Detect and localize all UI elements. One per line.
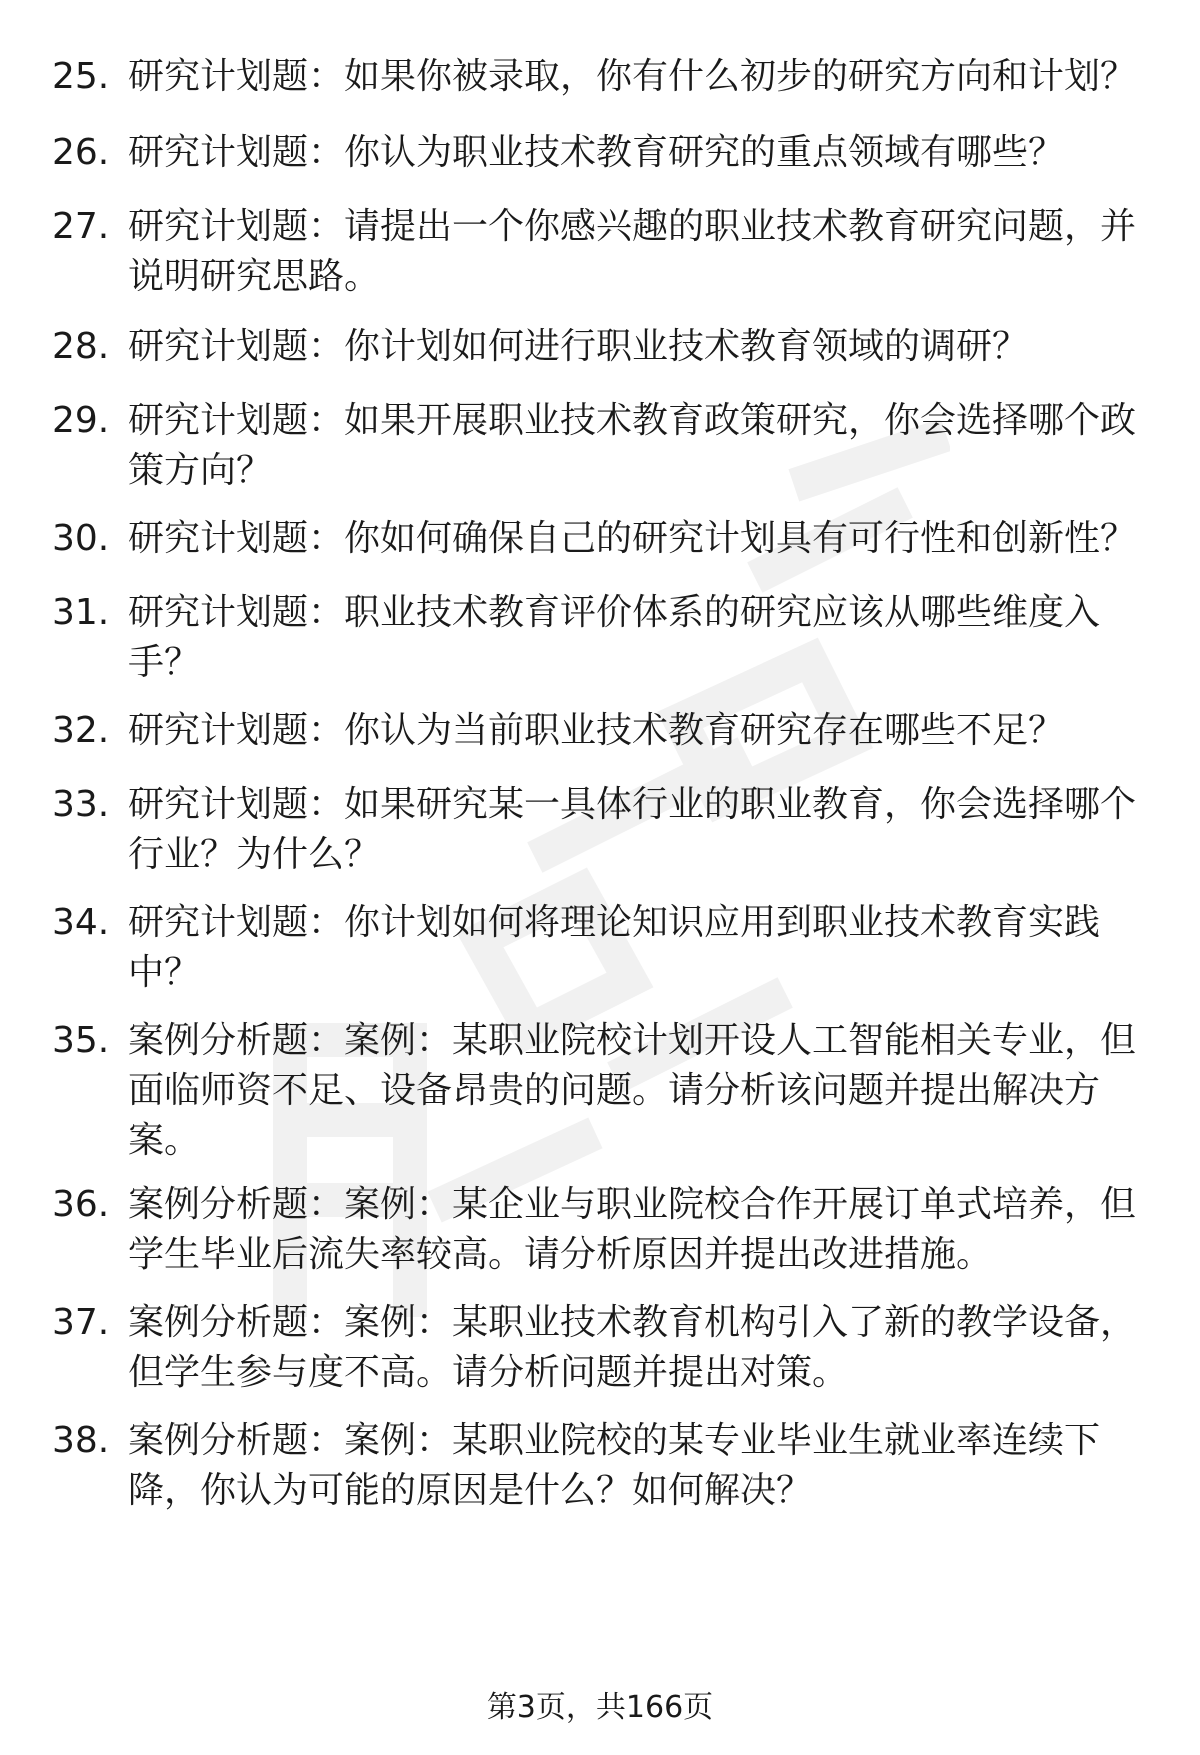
question-number: 27. (52, 206, 110, 247)
question-text: 研究计划题：如果开展职业技术教育政策研究，你会选择哪个政策方向？ (128, 400, 1137, 491)
question-text: 案例分析题：案例：某职业院校的某专业毕业生就业率连续下降，你认为可能的原因是什么？如何解决？ (128, 1420, 1101, 1511)
question-number: 29. (52, 400, 110, 441)
question-text: 案例分析题：案例：某职业技术教育机构引入了新的教学设备，但学生参与度不高。请分析问题并提出对策。 (128, 1302, 1137, 1393)
question-text: 研究计划题：你如何确保自己的研究计划具有可行性和创新性？ (128, 518, 1137, 559)
question-text: 研究计划题：如果你被录取，你有什么初步的研究方向和计划？ (128, 56, 1137, 97)
question-number: 34. (52, 902, 110, 943)
question-number: 32. (52, 710, 110, 751)
question-text: 研究计划题：你计划如何进行职业技术教育领域的调研？ (128, 326, 1029, 367)
question-text: 案例分析题：案例：某企业与职业院校合作开展订单式培养，但学生毕业后流失率较高。请分析原因并提出改进措施。 (128, 1184, 1137, 1275)
question-number: 36. (52, 1184, 110, 1225)
question-number: 26. (52, 132, 110, 173)
question-number: 28. (52, 326, 110, 367)
question-number: 25. (52, 56, 110, 97)
question-text: 研究计划题：职业技术教育评价体系的研究应该从哪些维度入手？ (128, 592, 1101, 683)
question-text: 研究计划题：请提出一个你感兴趣的职业技术教育研究问题，并说明研究思路。 (128, 206, 1137, 297)
question-text: 案例分析题：案例：某职业院校计划开设人工智能相关专业，但面临师资不足、设备昂贵的问题。请分析该问题并提出解决方案。 (128, 1020, 1137, 1161)
question-number: 38. (52, 1420, 110, 1461)
page-number-footer: 第3页，共166页 (486, 1690, 714, 1725)
question-text: 研究计划题：你认为职业技术教育研究的重点领域有哪些？ (128, 132, 1065, 173)
question-text: 研究计划题：你认为当前职业技术教育研究存在哪些不足？ (128, 710, 1065, 751)
question-number: 30. (52, 518, 110, 559)
question-number: 35. (52, 1020, 110, 1061)
question-number: 33. (52, 784, 110, 825)
question-number: 31. (52, 592, 110, 633)
question-text: 研究计划题：你计划如何将理论知识应用到职业技术教育实践中？ (128, 902, 1101, 993)
question-text: 研究计划题：如果研究某一具体行业的职业教育，你会选择哪个行业？为什么？ (128, 784, 1137, 875)
question-number: 37. (52, 1302, 110, 1343)
